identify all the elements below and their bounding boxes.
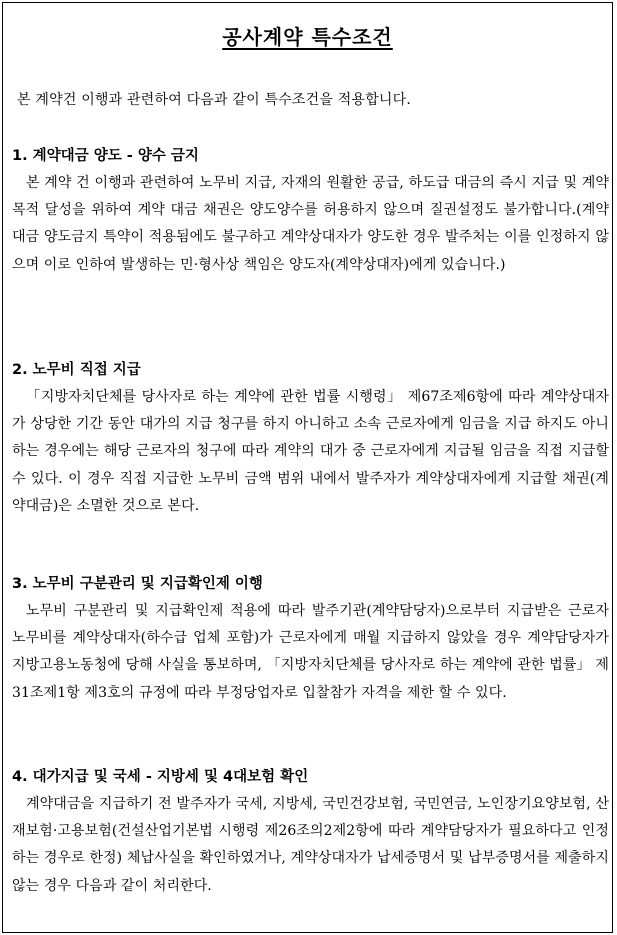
section-3: [12, 574, 609, 707]
section-heading: 4. 대가지급 및 국세 - 지방세 및 4대보험 확인: [12, 769, 309, 785]
section-heading: 3. 노무비 구분관리 및 지급확인제 이행: [12, 576, 263, 592]
document-frame: [2, 2, 613, 933]
section-heading: 2. 노무비 직접 지급: [12, 362, 141, 378]
section-body: 노무비 구분관리 및 지급확인제 적용에 따라 발주기관(계약담당자)으로부터 지급받은 근로자 노무비를 계약상대자(하수급 업체 포함)가 근로자에게 매월 지급하지 않았을 경우 계약담당자가 지방고용노동청에 당해 사실을 통보하며, 「지방자치단체를 당사자로 하는 계약에 관한 법률」 제31조제1항 제3호의 규정에 따라 부정당업자로 입찰참가 자격을 제한 할 수 있다.: [12, 603, 609, 701]
section-body: 「지방자치단체를 당사자로 하는 계약에 관한 법률 시행령」 제67조제6항에 따라 계약상대자가 상당한 기간 동안 대가의 지급 청구를 하지 아니하고 소속 근로자에게 임금을 지급 하지도 아니하는 경우에는 해당 근로자의 청구에 따라 계약의 대가 중 근로자에게 지급될 임금을 직접 지급할 수 있다. 이 경우 직접 지급한 노무비 금액 범위 내에서 발주자가 계약상대자에게 지급할 채권(계약대금)은 소멸한 것으로 본다.: [12, 389, 609, 514]
section-1: [12, 146, 609, 279]
intro-text: 본 계약건 이행과 관련하여 다음과 같이 특수조건을 적용합니다.: [17, 92, 412, 108]
section-2: [12, 360, 609, 520]
section-heading: 1. 계약대금 양도 - 양수 금지: [12, 148, 199, 164]
document-title: 공사계약 특수조건: [222, 25, 393, 49]
section-body: 계약대금을 지급하기 전 발주자가 국세, 지방세, 국민건강보험, 국민연금, 노인장기요양보험, 산재보험·고용보험(건설산업기본법 시행령 제26조의2제2항에 따라 계약담당자가 필요하다고 인정하는 경우로 한정) 체납사실을 확인하였거나, 계약상대자가 납세증명서 및 납부증명서를 제출하지 않는 경우 다음과 같이 처리한다.: [12, 796, 609, 894]
section-4: [12, 767, 609, 900]
section-body: 본 계약 건 이행과 관련하여 노무비 지급, 자재의 원활한 공급, 하도급 대금의 즉시 지급 및 계약목적 달성을 위하여 계약 대금 채권은 양도양수를 허용하지 않으며 질권설정도 불가합니다.(계약대금 양도금지 특약이 적용됨에도 불구하고 계약상대자가 양도한 경우 발주처는 이를 인정하지 않으며 이로 인하여 발생하는 민·형사상 책임은 양도자(계약상대자)에게 있습니다.): [12, 175, 609, 273]
